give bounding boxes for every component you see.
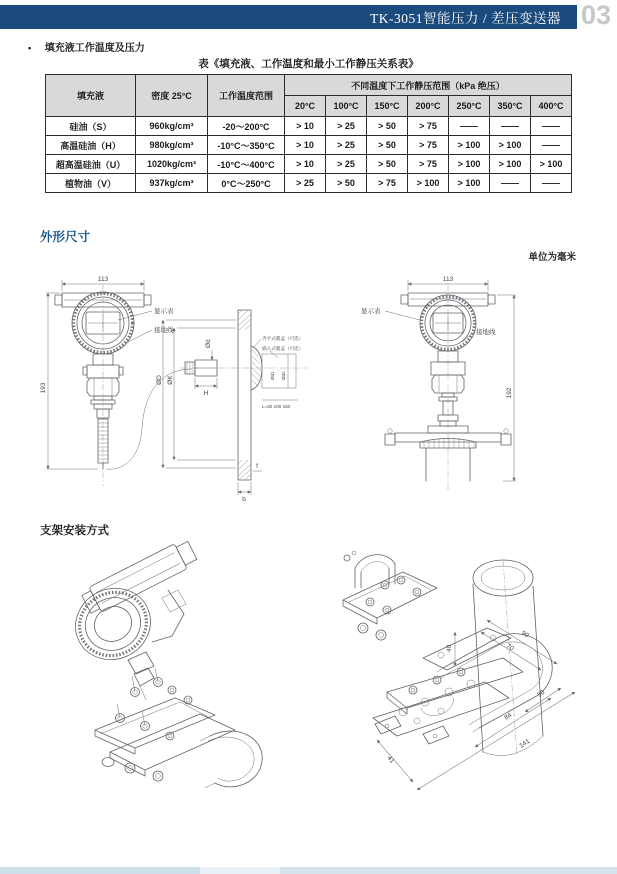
transmitter-front-view: [401, 284, 495, 490]
temp-col: 20°C: [285, 96, 326, 117]
fill-fluid-table: [45, 74, 572, 193]
col-header-temp-range: 工作温度范围: [208, 75, 285, 117]
bracket-drawing-right: [325, 540, 605, 840]
bracket-parts-iso: [343, 551, 437, 640]
footer-segment: [280, 867, 617, 874]
bracket-dimensions: [377, 620, 575, 790]
dim-L-label: L=50 100 150: [262, 404, 291, 409]
dim-d-label: Ød: [205, 339, 212, 348]
outline-drawing-left: [40, 268, 320, 503]
density-value: 960kg/cm³: [136, 117, 208, 136]
transmitter-front-view: [55, 284, 151, 486]
fill-name: 植物油（V）: [46, 174, 136, 193]
dim-84-label: 84: [503, 711, 514, 722]
section-title-bracket: 支架安装方式: [40, 525, 109, 537]
pressure-value: > 25: [326, 117, 367, 136]
pressure-value: > 25: [326, 136, 367, 155]
temp-col: 100°C: [326, 96, 367, 117]
pressure-value: > 100: [449, 174, 490, 193]
pressure-value: > 50: [367, 136, 408, 155]
dim-90-label: 90: [519, 629, 530, 640]
footer-strip: [0, 867, 617, 874]
table-row: [46, 136, 572, 155]
pressure-value: > 100: [408, 174, 449, 193]
dim-f-label: f: [256, 463, 258, 470]
pressure-value: > 100: [490, 136, 531, 155]
dim-70-label: 70: [504, 642, 515, 653]
transmitter-iso: [63, 538, 198, 700]
section-title-outline: 外形尺寸: [40, 230, 91, 244]
fill-name: 超高温硅油（U）: [46, 155, 136, 174]
pressure-value: > 10: [285, 136, 326, 155]
table-row: [46, 174, 572, 193]
bolts-group: [102, 668, 192, 781]
footer-segment: [200, 867, 280, 874]
pressure-value: > 25: [285, 174, 326, 193]
pressure-value: > 100: [490, 155, 531, 174]
dim-41-label: 41: [385, 754, 396, 765]
fill-name: 硅油（S）: [46, 117, 136, 136]
col-header-density: 密度 25°C: [136, 75, 208, 117]
pressure-value: ——: [490, 117, 531, 136]
dim-40-label: 40: [446, 644, 453, 652]
dim-193-label: 193: [40, 382, 47, 394]
dim-H-label: H: [203, 390, 209, 397]
density-value: 937kg/cm³: [136, 174, 208, 193]
ground-wire-label: 接地线: [476, 329, 496, 336]
dim-D-label: ØD: [156, 375, 163, 385]
density-value: 1020kg/cm³: [136, 155, 208, 174]
pressure-value: ——: [531, 174, 572, 193]
dim-113-label: 113: [97, 276, 109, 283]
temp-col: 400°C: [531, 96, 572, 117]
temp-range-value: -10°C～400°C: [208, 155, 285, 174]
temp-col: 250°C: [449, 96, 490, 117]
dim-141-label: 141: [518, 737, 532, 750]
pressure-value: > 50: [367, 155, 408, 174]
density-value: 980kg/cm³: [136, 136, 208, 155]
dimension-height: [497, 295, 516, 481]
outline-drawing-right: [358, 268, 578, 503]
pressure-value: > 75: [367, 174, 408, 193]
section-bullet-line: [28, 39, 145, 54]
pressure-value: ——: [490, 174, 531, 193]
pressure-value: > 75: [408, 136, 449, 155]
bullet-text: 填充液工作温度及压力: [44, 43, 145, 54]
table-row: [46, 117, 572, 136]
bullet-icon: •: [28, 43, 32, 53]
pressure-value: > 10: [285, 155, 326, 174]
insert-capsule-label: 插入式膜盒（可选）: [262, 346, 304, 351]
temp-col: 200°C: [408, 96, 449, 117]
footer-segment: [0, 867, 200, 874]
flange-dimensions: [156, 320, 303, 503]
pressure-value: > 100: [531, 155, 572, 174]
header-bar: [0, 5, 577, 29]
bracket-drawing-left: [50, 540, 320, 840]
temp-range-value: -10°C～350°C: [208, 136, 285, 155]
temp-col: 350°C: [490, 96, 531, 117]
display-meter-label: 显示表: [361, 308, 381, 315]
pressure-value: > 100: [449, 136, 490, 155]
pressure-value: ——: [449, 117, 490, 136]
pipe-bracket-iso: [373, 628, 552, 744]
temp-range-value: -20～200°C: [208, 117, 285, 136]
pressure-value: ——: [531, 136, 572, 155]
fill-name: 高温硅油（H）: [46, 136, 136, 155]
dim-K-label: ØK: [167, 375, 174, 385]
col-header-fill: 填充液: [46, 75, 136, 117]
ground-wire-label: 接地线: [154, 327, 174, 334]
dim-d1-label: Ød1: [270, 371, 275, 380]
display-meter-label: 显示表: [154, 308, 174, 315]
pressure-value: > 25: [326, 155, 367, 174]
pressure-value: > 75: [408, 117, 449, 136]
col-header-pressure-group: 不同温度下工作静压范围（kPa 绝压）: [285, 75, 572, 96]
pressure-value: > 75: [408, 155, 449, 174]
table-header-row-1: [46, 75, 572, 96]
dim-b-label: b: [242, 496, 246, 503]
dim-d2-label: Ød2: [281, 371, 286, 380]
flush-capsule-label: 齐平式膜盒（可选）: [262, 336, 304, 341]
temp-range-value: 0°C～250°C: [208, 174, 285, 193]
table-row: [46, 155, 572, 174]
pressure-value: > 50: [326, 174, 367, 193]
unit-note: 单位为毫米: [528, 252, 576, 263]
pressure-value: > 100: [449, 155, 490, 174]
page-title: TK-3051智能压力 / 差压变送器: [370, 11, 561, 26]
dimension-height: [40, 293, 98, 469]
pipe-iso: [473, 560, 543, 756]
temp-col: 150°C: [367, 96, 408, 117]
dim-50-label: 50: [536, 688, 547, 699]
mounting-bracket-iso: [95, 698, 262, 788]
dim-192-label: 192: [506, 387, 513, 399]
page-number: 03: [581, 0, 612, 30]
pressure-value: ——: [531, 117, 572, 136]
dim-113-label: 113: [442, 276, 454, 283]
pressure-value: > 10: [285, 117, 326, 136]
pressure-value: > 50: [367, 117, 408, 136]
table-title: 表《填充液、工作温度和最小工作静压关系表》: [198, 58, 419, 70]
